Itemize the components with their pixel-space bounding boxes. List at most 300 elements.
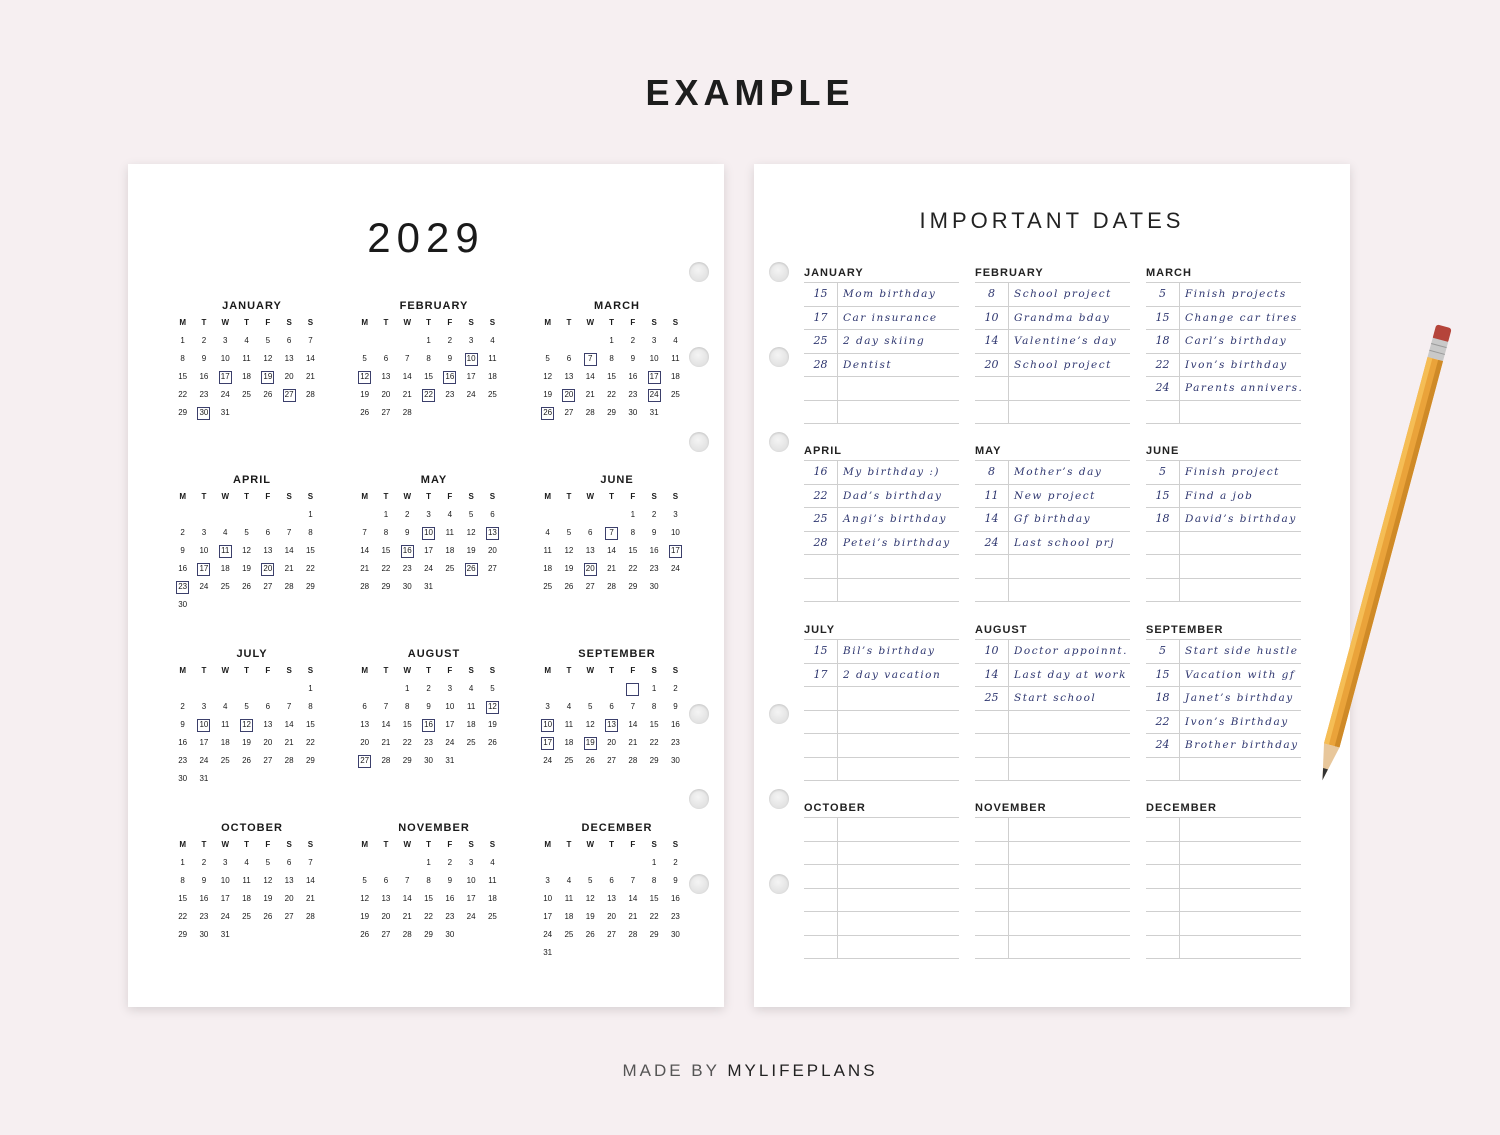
month-january [172,298,332,422]
weekday-label: F [265,666,271,675]
weekday-label: T [201,666,207,675]
entry-day: 16 [813,465,828,478]
weekday-label: M [544,840,551,849]
day-cell: 26 [564,582,574,591]
empty-day-cell [193,680,214,698]
day-cell: 5 [244,528,249,537]
day-cell: 9 [180,546,185,555]
highlighted-day: 13 [601,716,622,734]
day-cell: 28 [402,408,412,417]
empty-day-cell [397,332,418,350]
weekday-label: F [265,840,271,849]
entry-day: 28 [813,357,828,371]
month-november [354,820,514,944]
month-august [354,646,514,770]
day-cell: 7 [286,702,292,711]
entry-text: School project [1014,358,1112,371]
day-cell: 20 [284,894,294,903]
day-cell: 13 [585,546,595,555]
day-cell: 26 [263,390,273,399]
weekday-label: F [630,492,636,501]
day-cell: 23 [199,390,209,399]
weekday-label: T [426,492,431,501]
day-cell: 4 [447,510,453,519]
day-cell: 22 [178,390,188,399]
entry-row [804,461,959,485]
entry-list [975,282,1130,424]
important-month-january [804,264,959,424]
entry-row [804,711,959,735]
day-cell: 29 [178,930,188,939]
empty-day-cell [580,332,601,350]
day-cell: 30 [178,600,188,609]
important-month-may [975,442,1130,602]
highlighted-day: 20 [580,560,601,578]
year-calendar-page [128,164,724,1007]
entry-row [975,461,1130,485]
entry-text: Ivon’s birthday [1185,358,1288,371]
punch-hole [689,347,709,367]
day-cell: 22 [424,912,433,921]
weekday-header [537,314,697,332]
entry-row [1146,711,1301,735]
highlighted-day: 20 [257,560,278,578]
day-cell: 7 [286,528,292,537]
entry-day: 14 [984,667,999,681]
day-cell: 25 [220,582,230,591]
entry-row [804,555,959,579]
weekday-label: M [544,492,551,501]
day-cell: 30 [670,756,680,765]
day-cell: 21 [402,912,412,921]
entry-day: 8 [988,287,995,300]
day-cell: 1 [383,510,389,519]
important-month-name: AUGUST [975,624,1028,636]
day-cell: 5 [566,528,572,537]
day-cell: 25 [564,930,574,939]
day-cell: 15 [305,720,315,729]
day-cell: 19 [585,912,595,921]
weekday-label: F [630,666,636,675]
entry-row [1146,734,1301,758]
entry-row [1146,664,1301,688]
day-cell: 21 [628,738,638,747]
weekday-label: M [179,840,186,849]
entry-text: Mom birthday [843,288,937,300]
entry-row [804,936,959,960]
day-cell: 7 [383,702,389,711]
day-cell: 29 [649,756,659,765]
day-cell: 25 [487,912,497,921]
day-cell: 17 [543,912,553,921]
day-cell: 2 [651,510,657,519]
day-cell: 14 [402,372,412,381]
month-name: AUGUST [407,648,461,660]
entry-list [1146,460,1301,602]
highlighted-day: 17 [193,560,214,578]
important-month-name: MAY [975,445,1002,457]
highlighted-day: 12 [482,698,503,716]
month-name: OCTOBER [221,822,283,834]
day-cell: 9 [447,876,453,885]
punch-hole [769,789,789,809]
entry-text: Car insurance [843,311,938,324]
important-month-june [1146,442,1301,602]
day-cell: 4 [545,528,550,537]
day-cell: 26 [585,756,595,765]
day-cell: 23 [670,738,680,747]
day-cell: 15 [178,894,188,903]
entry-day: 22 [1155,714,1170,728]
entry-text: Ivon’s Birthday [1185,715,1289,728]
entry-row [804,865,959,889]
month-september [537,646,697,770]
day-cell: 11 [543,546,552,555]
day-cell: 29 [305,582,315,591]
entry-row [975,307,1130,331]
punch-hole [689,874,709,894]
entry-row [1146,307,1301,331]
entry-day: 5 [1159,465,1166,478]
weekday-label: S [489,318,496,327]
entry-text: New project [1014,489,1096,502]
entry-text: David’s birthday [1185,513,1297,525]
weekday-label: T [383,840,389,849]
day-grid [537,854,697,962]
highlighted-day: 26 [460,560,481,578]
entry-row [804,734,959,758]
day-cell: 8 [383,528,389,537]
day-cell: 31 [199,774,209,783]
highlighted-day: 12 [354,368,375,386]
day-cell: 23 [178,756,188,765]
day-cell: 27 [263,756,273,765]
day-cell: 20 [381,390,391,399]
entry-row [804,532,959,556]
important-month-name: APRIL [804,445,842,457]
weekday-label: S [651,492,657,501]
day-grid [537,680,697,770]
day-cell: 5 [545,354,550,363]
day-grid [354,680,514,770]
day-cell: 17 [424,546,433,555]
day-cell: 31 [220,930,230,939]
day-cell: 15 [381,546,391,555]
punch-hole [769,262,789,282]
month-april [172,472,332,614]
day-cell: 26 [242,756,251,765]
entry-row [1146,912,1301,936]
entry-list [804,817,959,959]
entry-text: Dad’s birthday [843,489,943,502]
day-cell: 1 [426,336,431,345]
day-cell: 1 [651,684,657,693]
weekday-label: T [383,318,389,327]
day-cell: 15 [402,720,412,729]
weekday-label: S [672,318,679,327]
important-month-november [975,799,1130,959]
day-cell: 23 [199,912,209,921]
month-name: FEBRUARY [399,300,469,312]
weekday-label: F [447,840,453,849]
day-cell: 28 [360,582,370,591]
day-cell: 24 [466,912,476,921]
entry-day: 24 [1155,738,1170,751]
entry-row [975,555,1130,579]
day-cell: 3 [201,702,207,711]
day-cell: 18 [220,738,230,747]
day-cell: 2 [180,528,185,537]
day-cell: 3 [545,876,550,885]
weekday-label: W [586,666,595,675]
important-month-name: OCTOBER [804,802,866,814]
day-cell: 6 [566,354,572,363]
weekday-label: F [447,666,453,675]
weekday-label: M [361,318,368,327]
day-cell: 21 [402,390,412,399]
entry-day: 10 [984,310,999,324]
weekday-label: S [286,666,292,675]
weekday-label: S [651,840,657,849]
important-month-march [1146,264,1304,424]
day-cell: 20 [607,738,616,747]
entry-row [975,889,1130,913]
day-cell: 20 [284,372,294,381]
day-cell: 10 [466,876,476,885]
empty-day-cell [354,854,375,872]
weekday-label: S [672,492,679,501]
day-cell: 11 [564,894,574,903]
entry-text: Change car tires [1185,311,1298,324]
entry-row [975,640,1130,664]
weekday-label: T [566,318,572,327]
day-cell: 28 [381,756,391,765]
day-cell: 1 [308,684,313,693]
entry-row [975,354,1130,378]
day-cell: 6 [286,858,292,867]
entry-day: 15 [1155,488,1170,502]
day-cell: 14 [381,720,391,729]
day-cell: 1 [630,510,636,519]
day-cell: 25 [466,738,476,747]
entry-row [804,354,959,378]
day-grid [172,332,332,422]
day-cell: 18 [564,738,574,747]
entry-text: Finish project [1185,466,1280,478]
day-cell: 4 [673,336,678,345]
day-cell: 24 [199,582,209,591]
weekday-header [354,488,514,506]
important-month-july [804,621,959,781]
day-cell: 10 [220,876,230,885]
empty-day-cell [580,680,601,698]
day-grid [172,680,332,788]
day-cell: 23 [445,912,455,921]
day-cell: 29 [649,930,659,939]
day-cell: 3 [545,702,550,711]
entry-row [1146,889,1301,913]
day-cell: 13 [360,720,370,729]
entry-text: Mother’s day [1014,466,1103,478]
important-month-name: SEPTEMBER [1146,624,1224,636]
day-cell: 8 [426,876,431,885]
day-cell: 15 [649,720,659,729]
day-cell: 12 [585,894,595,903]
entry-day: 25 [813,512,828,525]
day-cell: 3 [223,336,228,345]
day-cell: 2 [447,858,453,867]
important-dates-page [754,164,1350,1007]
day-cell: 10 [199,546,209,555]
day-cell: 19 [564,564,574,573]
entry-row [975,508,1130,532]
entry-row [975,330,1130,354]
entry-text: Petei’s birthday [843,536,951,549]
highlighted-day: 19 [257,368,278,386]
day-cell: 17 [466,894,476,903]
empty-day-cell [215,506,236,524]
day-cell: 20 [607,912,616,921]
day-cell: 21 [607,564,616,573]
day-cell: 3 [651,336,657,345]
entry-row [804,579,959,603]
weekday-label: W [221,666,230,675]
day-cell: 18 [564,912,574,921]
day-cell: 22 [649,912,659,921]
entry-text: Last day at work [1014,668,1127,681]
day-cell: 12 [585,720,595,729]
day-cell: 24 [445,738,455,747]
day-cell: 4 [566,702,572,711]
highlighted-day: 17 [215,368,236,386]
entry-row [1146,508,1301,532]
day-cell: 10 [220,354,230,363]
weekday-header [354,836,514,854]
weekday-label: W [586,840,595,849]
empty-day-cell [354,506,375,524]
weekday-label: T [244,492,249,501]
empty-day-cell [537,854,558,872]
entry-row [1146,377,1304,401]
day-cell: 4 [223,528,228,537]
day-cell: 22 [381,564,391,573]
entry-text: Janet’s birthday [1185,692,1294,704]
highlighted-day: 10 [460,350,481,368]
important-month-name: JANUARY [804,267,864,279]
entry-list [804,282,959,424]
empty-day-cell [397,854,418,872]
punch-hole [689,432,709,452]
highlighted-day: 16 [397,542,418,560]
day-cell: 24 [220,912,230,921]
day-cell: 9 [447,354,453,363]
day-cell: 15 [424,372,433,381]
entry-row [1146,330,1301,354]
empty-day-cell [257,506,278,524]
important-month-name: DECEMBER [1146,802,1217,814]
entry-row [975,818,1130,842]
entry-day: 15 [813,287,828,300]
weekday-label: M [361,840,368,849]
day-cell: 6 [265,702,271,711]
empty-day-cell [215,680,236,698]
entry-row [1146,687,1301,711]
punch-hole [689,262,709,282]
important-month-name: FEBRUARY [975,267,1044,279]
entry-row [975,912,1130,936]
day-cell: 27 [585,582,595,591]
month-may [354,472,514,596]
empty-day-cell [558,506,579,524]
day-cell: 17 [199,738,209,747]
day-cell: 25 [242,912,251,921]
day-cell: 15 [178,372,188,381]
day-cell: 28 [284,756,294,765]
weekday-label: S [468,318,474,327]
day-cell: 5 [265,336,271,345]
entry-day: 18 [1155,691,1170,704]
important-month-december [1146,799,1301,959]
weekday-label: S [286,318,292,327]
day-cell: 28 [628,756,638,765]
entry-row [975,687,1130,711]
day-grid [354,854,514,944]
day-cell: 27 [487,564,497,573]
day-cell: 31 [649,408,659,417]
day-cell: 30 [199,930,209,939]
day-cell: 14 [402,894,412,903]
day-cell: 14 [607,546,616,555]
weekday-label: F [265,492,271,501]
entry-day: 15 [813,644,828,657]
day-cell: 4 [490,336,495,345]
weekday-label: S [468,492,474,501]
day-cell: 11 [242,354,251,363]
day-cell: 25 [242,390,251,399]
day-cell: 15 [305,546,315,555]
punch-hole [769,874,789,894]
weekday-label: W [221,492,230,501]
day-cell: 16 [178,564,188,573]
highlighted-day: 12 [236,716,257,734]
weekday-label: T [426,318,431,327]
day-cell: 7 [362,528,367,537]
day-cell: 8 [609,354,614,363]
day-cell: 30 [402,582,412,591]
entry-text: Gf birthday [1014,513,1092,525]
day-cell: 26 [263,912,273,921]
weekday-header [172,488,332,506]
day-cell: 6 [490,510,495,519]
day-cell: 25 [564,756,574,765]
day-cell: 17 [445,720,455,729]
highlighted-day: 24 [643,386,664,404]
day-cell: 26 [487,738,497,747]
day-cell: 4 [566,876,572,885]
day-cell: 3 [468,336,474,345]
day-cell: 15 [607,372,616,381]
day-grid [172,506,332,614]
day-cell: 23 [424,738,433,747]
highlighted-day: 7 [580,350,601,368]
month-june [537,472,697,596]
weekday-label: W [221,840,230,849]
footer-prefix: MADE BY [622,1061,720,1080]
weekday-label: W [403,840,412,849]
entry-row [975,485,1130,509]
weekday-label: T [244,666,249,675]
day-cell: 27 [607,930,616,939]
